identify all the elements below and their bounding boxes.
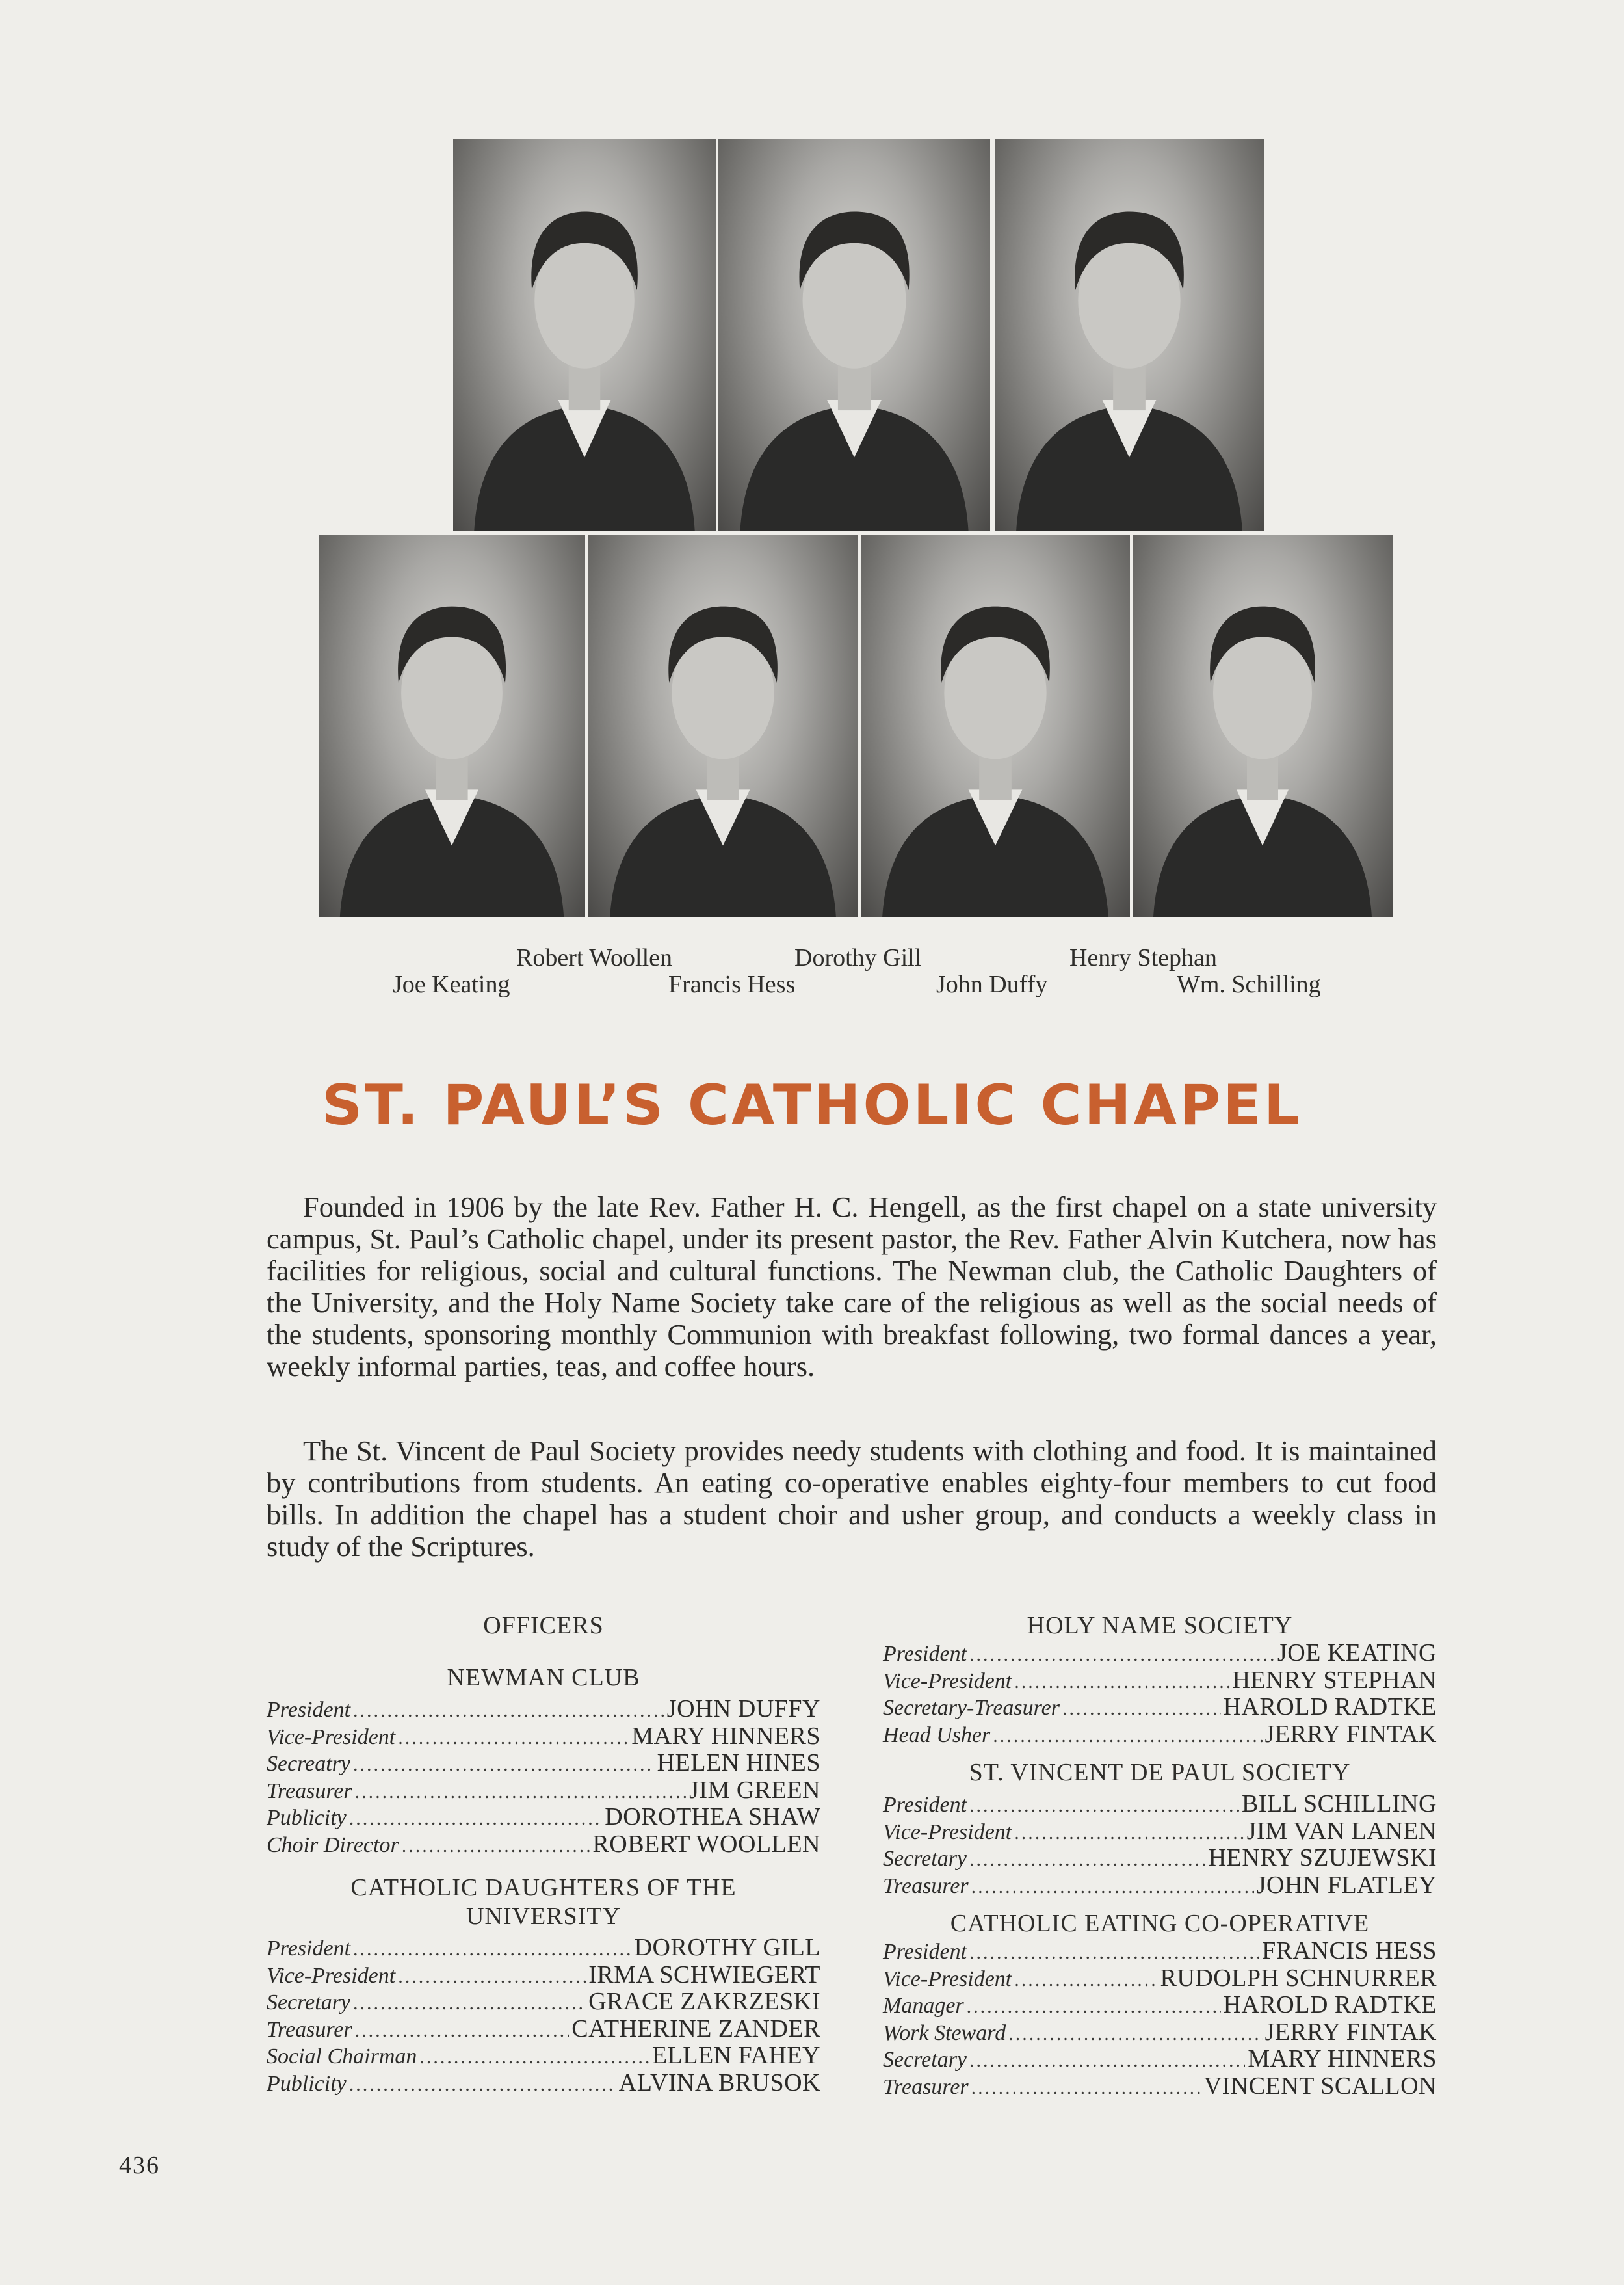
officer-name: CATHERINE ZANDER [571,2014,820,2042]
officer-role: Work Steward [883,2020,1006,2045]
leader-dots [971,1873,1254,1901]
officer-row [267,2070,820,2097]
officer-list [883,1938,1437,2100]
leader-dots [349,2071,616,2098]
officers-right-column [883,1611,1437,2100]
group-title: CATHOLIC EATING CO-OPERATIVE [950,1910,1370,1937]
officer-row [267,1988,820,2016]
portrait-caption: John Duffy [936,971,1048,998]
portrait-photo [718,139,990,531]
officer-name: FRANCIS HESS [1262,1937,1437,1964]
officer-role: Vice-President [883,1966,1012,1991]
officer-role: Head Usher [883,1723,991,1747]
portrait-caption: Wm. Schilling [1177,971,1321,998]
portrait-silhouette [453,139,716,531]
portrait-silhouette [1133,535,1393,917]
officer-role: Vice-President [267,1963,396,1988]
officers-left-column [267,1611,820,2096]
officer-list [267,1696,820,1858]
group-title: HOLY NAME SOCIETY [1027,1612,1293,1639]
officer-row [267,1804,820,1831]
leader-dots [969,2047,1245,2074]
leader-dots [353,1936,632,1963]
officer-name: GRACE ZAKRZESKI [588,1988,820,2015]
leader-dots [967,1993,1221,2020]
portrait-photo [861,535,1130,917]
officer-row [267,1723,820,1750]
officer-row [267,2042,820,2070]
officer-role: President [883,1940,967,1964]
officer-name: IRMA SCHWIEGERT [588,1961,820,1988]
page-number: 436 [119,2152,160,2179]
officer-name: ELLEN FAHEY [651,2042,820,2069]
officer-name: HELEN HINES [657,1749,820,1776]
leader-dots [1062,1695,1221,1723]
officer-row [883,1640,1437,1667]
leader-dots [355,1778,687,1806]
portrait-caption: Dorothy Gill [794,944,922,971]
officer-role: Vice-President [267,1724,396,1749]
leader-dots [969,1641,1275,1669]
officer-role: Publicity [267,1806,347,1830]
leader-dots [353,1697,664,1724]
officer-row [267,1696,820,1723]
portrait-photo [588,535,858,917]
officers-heading: OFFICERS [483,1612,604,1639]
officer-row [883,1965,1437,1992]
officer-row [267,1935,820,1962]
officer-role: Treasurer [267,2017,352,2042]
officer-role: Treasurer [883,2074,969,2099]
portrait-silhouette [588,535,858,917]
leader-dots [398,1724,629,1752]
officer-row [267,1750,820,1777]
leader-dots [355,2017,570,2044]
leader-dots [1014,1669,1229,1696]
leader-dots [969,1792,1239,1819]
page-title: ST. PAUL’S CATHOLIC CHAPEL [322,1073,1302,1138]
leader-dots [353,1990,586,2017]
officer-row [883,2073,1437,2100]
portrait-caption: Robert Woollen [516,944,673,971]
leader-dots [1014,1819,1244,1847]
leader-dots [1008,2020,1262,2048]
leader-dots [1014,1966,1157,1994]
officer-name: HAROLD RADTKE [1223,1693,1437,1721]
portrait-silhouette [718,139,990,531]
officer-row [883,2046,1437,2073]
leader-dots [419,2044,649,2071]
officer-role: Secretary-Treasurer [883,1696,1060,1720]
officer-row [267,1777,820,1804]
portrait-silhouette [861,535,1130,917]
officer-role: Treasurer [883,1873,969,1898]
officer-row [883,1791,1437,1818]
portrait-photo [995,139,1264,531]
officer-role: Secretary [883,1847,967,1871]
portrait-caption: Francis Hess [668,971,796,998]
portrait-photo [319,535,585,917]
officer-list [883,1640,1437,1748]
portrait-caption: Henry Stephan [1069,944,1217,971]
officer-name: VINCENT SCALLON [1203,2072,1437,2100]
officer-role: President [883,1642,967,1666]
officer-row [267,1831,820,1858]
officer-name: HAROLD RADTKE [1223,1991,1437,2018]
portrait-silhouette [995,139,1264,531]
officer-name: JERRY FINTAK [1264,1720,1437,1748]
officer-name: DOROTHY GILL [634,1934,820,1961]
officer-row [883,1938,1437,1965]
officer-list [267,1935,820,2096]
officer-role: Social Chairman [267,2044,417,2068]
officer-name: HENRY STEPHAN [1232,1666,1437,1694]
officer-role: President [267,1936,351,1961]
officer-role: Choir Director [267,1832,399,1857]
group-title: NEWMAN CLUB [447,1664,640,1691]
leader-dots [353,1751,655,1778]
officer-role: Publicity [267,2071,347,2096]
officer-name: JOHN DUFFY [666,1695,820,1723]
body-paragraph: Founded in 1906 by the late Rev. Father H. C. Hengell, as the first chapel on a state university campus, St. Paul’s Catholic chapel, under its present pastor, the Rev. Father Alvin Kutchera, now has facilities for religious, social and cultural functions. The Newman club, the Catholic Daughters of the University, and the Holy Name Society take care of the religious as well as the social needs of the students, sponsoring monthly Communion with breakfast following, two formal dances a year, weekly informal parties, teas, and coffee hours. [267,1191,1437,1382]
leader-dots [969,1846,1206,1873]
officer-name: ROBERT WOOLLEN [592,1830,820,1858]
officer-role: Treasurer [267,1778,352,1803]
officer-row [883,1818,1437,1845]
portrait-silhouette [319,535,585,917]
leader-dots [349,1805,603,1832]
officer-row [883,1721,1437,1749]
officer-row [883,1694,1437,1721]
leader-dots [969,1939,1259,1966]
officer-role: Secretary [267,1990,351,2014]
group-title: ST. VINCENT DE PAUL SOCIETY [969,1759,1351,1786]
officer-name: DOROTHEA SHAW [605,1803,820,1830]
officer-row [267,2016,820,2043]
officer-list [883,1791,1437,1899]
leader-dots [993,1723,1262,1750]
officer-row [883,1845,1437,1872]
officer-row [883,1992,1437,2019]
group-title: CATHOLIC DAUGHTERS OF THE UNIVERSITY [350,1874,737,1930]
leader-dots [971,2074,1201,2102]
officer-name: JOHN FLATLEY [1256,1871,1437,1899]
officer-name: JIM GREEN [689,1776,820,1804]
officer-name: JERRY FINTAK [1264,2018,1437,2046]
officer-name: BILL SCHILLING [1241,1790,1437,1817]
officer-role: Vice-President [883,1669,1012,1693]
officer-role: Vice-President [883,1819,1012,1844]
officer-name: MARY HINNERS [1248,2045,1437,2072]
officer-row [883,2019,1437,2046]
portrait-photo [453,139,716,531]
officer-name: JIM VAN LANEN [1246,1817,1437,1845]
officer-role: President [883,1793,967,1817]
officer-name: HENRY SZUJEWSKI [1208,1844,1437,1871]
officer-role: Secretary [883,2048,967,2072]
officer-name: RUDOLPH SCHNURRER [1160,1964,1437,1992]
officer-row [883,1667,1437,1695]
leader-dots [402,1832,590,1860]
officer-name: ALVINA BRUSOK [618,2068,820,2096]
officer-name: JOE KEATING [1277,1639,1437,1667]
portrait-photo [1133,535,1393,917]
officer-row [267,1962,820,1989]
body-paragraph: The St. Vincent de Paul Society provides needy students with clothing and food. It is maintained by contributions from students. An eating co-operative enables eighty-four members to cut food bills. In addition the chapel has a student choir and usher group, and conducts a weekly class in study of the Scriptures. [267,1434,1437,1563]
officer-row [883,1872,1437,1899]
officer-role: Manager [883,1994,964,2018]
officer-role: Secreatry [267,1752,351,1776]
officer-role: President [267,1698,351,1722]
leader-dots [398,1963,586,1990]
portrait-caption: Joe Keating [393,971,510,998]
officer-name: MARY HINNERS [631,1722,820,1750]
